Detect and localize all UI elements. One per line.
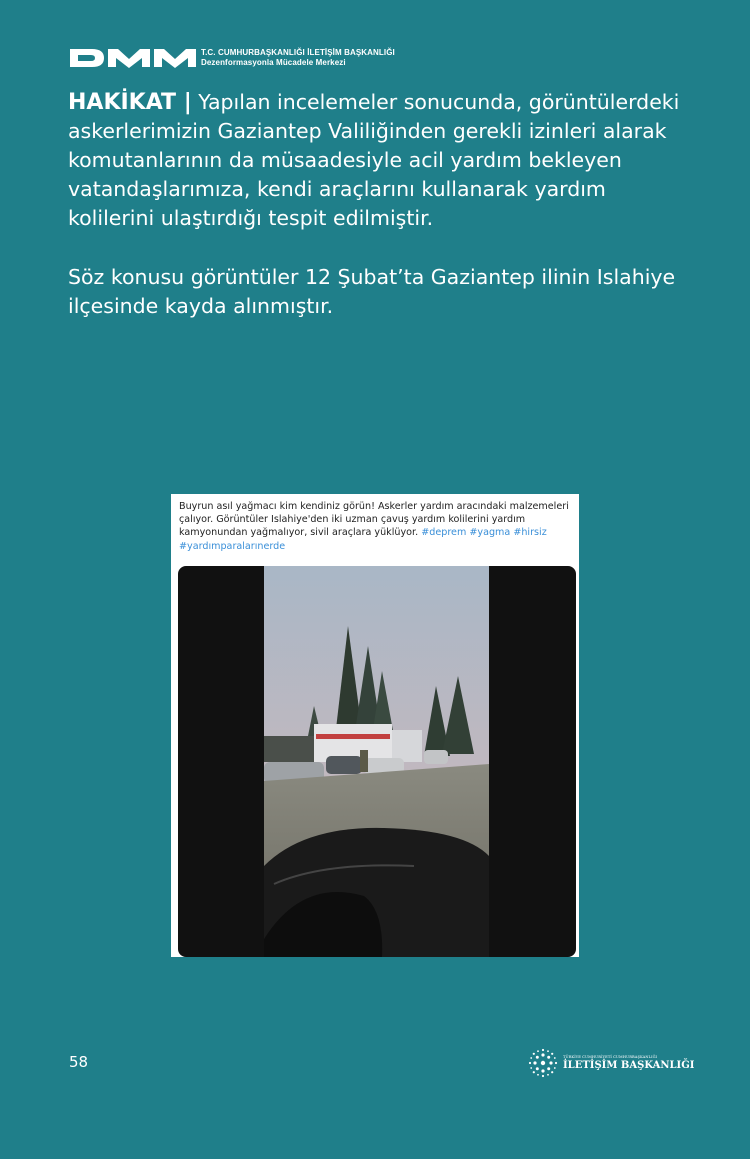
tweet-text <box>179 500 575 553</box>
paragraph-1 <box>68 88 688 233</box>
dmm-logo <box>70 46 196 70</box>
tweet-hashtags: #deprem #yagma #hirsiz #yardımparalarınerde <box>179 527 547 552</box>
emblem-icon <box>528 1048 558 1078</box>
paragraph-2: Söz konusu görüntüler 12 Şubat’ta Gaziantep ilinin Islahiye ilçesinde kayda alınmıştır. <box>68 265 676 318</box>
tweet-screenshot <box>171 494 579 957</box>
header-line1: T.C. CUMHURBAŞKANLIĞI İLETİŞİM BAŞKANLIĞI <box>201 48 395 57</box>
header-line2: Dezenformasyonla Mücadele Merkezi <box>201 58 346 67</box>
iletisim-logo <box>528 1048 695 1080</box>
page-number: 58 <box>69 1053 89 1071</box>
video-scene-image <box>264 566 489 957</box>
lead-label: HAKİKAT | <box>68 90 192 115</box>
video-frame[interactable] <box>178 566 576 957</box>
org-name: İLETİŞİM BAŞKANLIĞI <box>563 1060 695 1071</box>
main-text <box>68 88 688 321</box>
paragraph-1-text: Yapılan incelemeler sonucunda, görüntülerdeki askerlerimizin Gaziantep Valiliğinden gerekli izinleri alarak komutanlarının da müsaadesiyle acil yardım bekleyen vatandaşlarımıza, kendi araçlarını kullanarak yardım kolilerini ulaştırdığı tespit edilmiştir. <box>68 90 680 230</box>
org-small-text: TÜRKİYE CUMHURİYETİ CUMHURBAŞKANLIĞI <box>563 1055 658 1059</box>
header-text <box>201 48 395 68</box>
header <box>70 46 670 72</box>
tweet-body: Buyrun asıl yağmacı kim kendiniz görün! Askerler yardım aracındaki malzemeleri çalıyor. Görüntüler Islahiye'den iki uzman çavuş yardım kolilerini yardım kamyonundan yağmalıyor, sivil araçlara yüklüyor. <box>179 501 569 539</box>
